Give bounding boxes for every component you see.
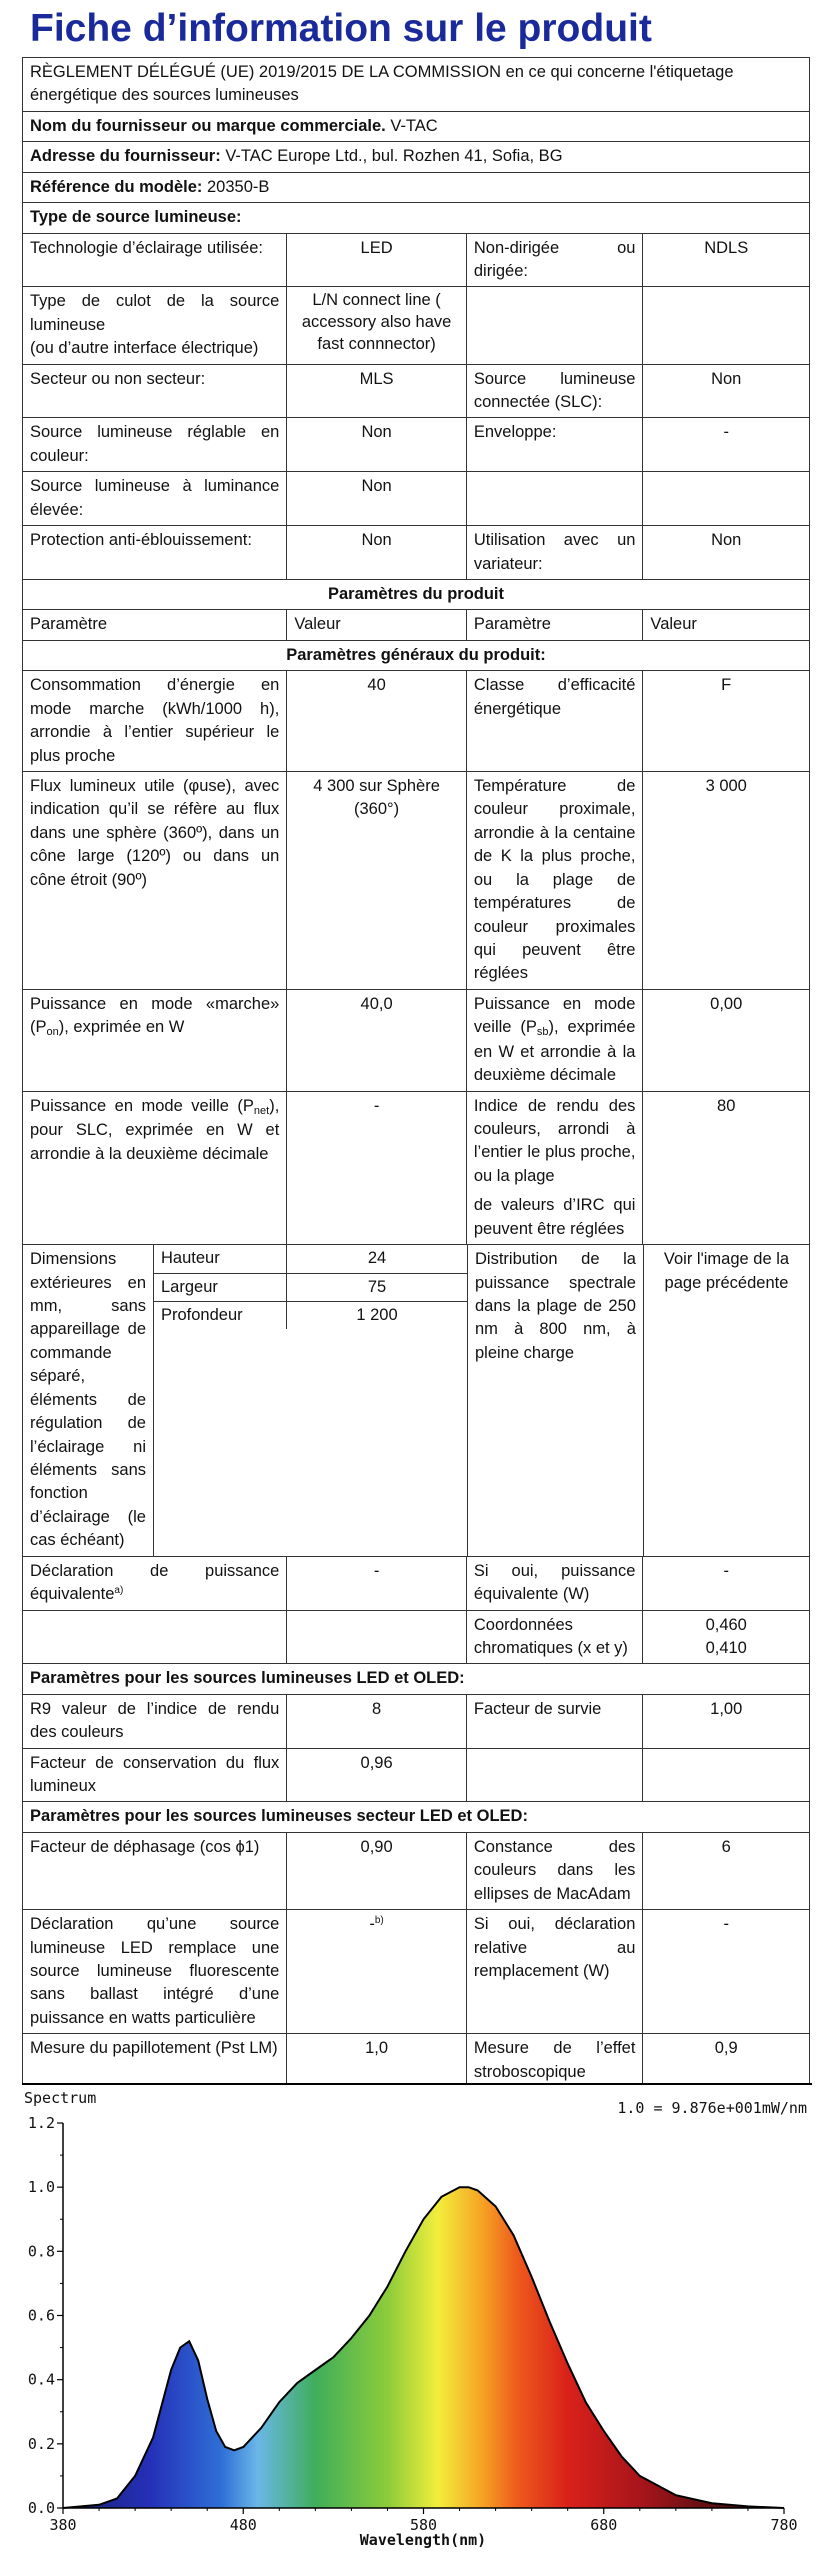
model-reference-value: 20350-B xyxy=(206,177,270,196)
dimension-row xyxy=(154,1274,467,1302)
param-value: L/N connect line ( accessory also have fast connnector) xyxy=(287,287,467,363)
y-tick-label: 0.8 xyxy=(27,2242,55,2261)
param-label: Constance des couleurs dans les ellipses de MacAdam xyxy=(467,1833,644,1909)
dimensions-label: Dimensions extérieures en mm, sans appareillage de commande séparé, éléments de régulation de l’éclairage ni éléments sans fonction d’éclairage (le cas échéant) xyxy=(23,1245,154,1555)
param-value: - xyxy=(287,1557,467,1610)
param-label: Si oui, déclaration relative au remplacement (W) xyxy=(467,1910,644,2033)
table-row xyxy=(23,990,809,1092)
param-value: -$^{b)}$ xyxy=(287,1910,467,2033)
param-value: Non xyxy=(711,369,742,388)
mains-params-heading: Paramètres pour les sources lumineuses secteur LED et OLED: xyxy=(30,1807,528,1826)
dimension-row xyxy=(154,1245,467,1273)
regulation-text: RÈGLEMENT DÉLÉGUÉ (UE) 2019/2015 DE LA COMMISSION en ce qui concerne l'étiquetage énergétique des sources lumineuses xyxy=(30,63,734,105)
param-label: Source lumineuse réglable en couleur: xyxy=(23,418,287,471)
table-row xyxy=(23,287,809,364)
chart-scale-note: 1.0 = 9.876e+001mW/nm xyxy=(617,2099,807,2117)
x-tick-label: 480 xyxy=(229,2516,257,2534)
y-tick-label: 0.4 xyxy=(27,2370,55,2389)
table-row xyxy=(23,772,809,990)
column-header: Paramètre xyxy=(467,610,644,639)
param-value xyxy=(643,1611,809,1664)
param-label: Coordonnées chromatiques (x et y) xyxy=(467,1611,644,1664)
dimension-row xyxy=(154,1302,467,1329)
param-label: Facteur de conservation du flux lumineux xyxy=(23,1749,287,1802)
supplier-address-value: V-TAC Europe Ltd., bul. Rozhen 41, Sofia, BG xyxy=(225,147,563,166)
param-label: Indice de rendu des couleurs, arrondi à l’entier le plus proche, ou la plage de valeurs d’IRC qui peuvent être réglées xyxy=(467,1092,644,1245)
section-heading-row xyxy=(23,580,809,610)
param-value: 8 xyxy=(287,1695,467,1748)
supplier-name-row xyxy=(23,112,809,142)
table-row xyxy=(23,526,809,580)
param-label: Déclaration de puissance équivalente$^{a)}$ xyxy=(23,1557,287,1610)
column-header-row xyxy=(23,610,809,640)
param-label: Secteur ou non secteur: xyxy=(23,365,287,418)
table-row xyxy=(23,1833,809,1910)
dimensions-row xyxy=(23,1245,809,1556)
table-row xyxy=(23,671,809,772)
param-value: 1,0 xyxy=(287,2034,467,2110)
dimension-value: 1 200 xyxy=(356,1306,398,1325)
param-value xyxy=(643,472,809,525)
table-row xyxy=(23,1749,809,1803)
param-value: 0,96 xyxy=(287,1749,467,1802)
table-row xyxy=(23,1910,809,2034)
param-value: 0,90 xyxy=(287,1833,467,1909)
param-value: Non xyxy=(711,531,742,550)
table-row xyxy=(23,472,809,526)
chroma-y-value: 0,410 xyxy=(705,1638,747,1657)
dimension-label: Hauteur xyxy=(154,1245,287,1273)
column-header: Paramètre xyxy=(23,610,287,639)
product-params-heading: Paramètres du produit xyxy=(327,585,505,604)
param-value: Voir l'image de la page précédente xyxy=(663,1250,790,1292)
param-value: LED xyxy=(287,234,467,287)
section-heading-row xyxy=(23,203,809,233)
x-tick-label: 780 xyxy=(770,2516,798,2534)
table-row xyxy=(23,418,809,472)
chroma-x-value: 0,460 xyxy=(705,1615,747,1634)
y-tick-label: 1.2 xyxy=(27,2114,55,2132)
x-tick-label: 380 xyxy=(49,2516,77,2534)
supplier-name-value: V-TAC xyxy=(390,116,438,135)
section-heading-row xyxy=(23,1664,809,1694)
y-tick-label: 0.6 xyxy=(27,2306,55,2325)
param-label: Utilisation avec un variateur: xyxy=(467,526,644,579)
x-axis-label: Wavelength(nm) xyxy=(359,2531,487,2549)
dimension-value: 75 xyxy=(287,1274,467,1302)
param-value: Non xyxy=(287,472,467,525)
model-reference-row xyxy=(23,173,809,203)
info-table xyxy=(22,57,810,2112)
param-label: Consommation d’énergie en mode marche (kWh/1000 h), arrondie à l’entier supérieur le plus proche xyxy=(23,671,287,771)
y-tick-label: 1.0 xyxy=(27,2178,55,2197)
param-value: 3 000 xyxy=(705,776,747,795)
param-value: 1,00 xyxy=(710,1699,743,1718)
param-label: R9 valeur de l’indice de rendu des couleurs xyxy=(23,1695,287,1748)
chart-title: Spectrum xyxy=(24,2089,97,2107)
supplier-address-label: Adresse du fournisseur: xyxy=(30,147,221,166)
param-label: Source lumineuse à luminance élevée: xyxy=(23,472,287,525)
param-label: Facteur de survie xyxy=(467,1695,644,1748)
param-label: Flux lumineux utile (φuse), avec indication qu’il se réfère au flux dans une sphère (360º), dans un cône large (120º) ou dans un cône étroit (90º) xyxy=(23,772,287,989)
table-row xyxy=(23,1557,809,1611)
section-heading-row xyxy=(23,1802,809,1832)
supplier-name-label: Nom du fournisseur ou marque commerciale. xyxy=(30,116,386,135)
table-row xyxy=(23,234,809,288)
param-value: NDLS xyxy=(704,238,749,257)
general-params-heading: Paramètres généraux du produit: xyxy=(286,645,546,664)
param-value: - xyxy=(287,1092,467,1245)
dimension-label: Profondeur xyxy=(154,1302,287,1329)
table-row xyxy=(23,1092,809,1246)
supplier-address-row xyxy=(23,142,809,172)
x-tick-label: 680 xyxy=(590,2516,618,2534)
y-tick-label: 0.0 xyxy=(27,2499,55,2517)
param-label: Température de couleur proximale, arrondie à la centaine de K la plus proche, ou la plage de températures de couleur proximales qui peuvent être réglées xyxy=(467,772,644,989)
spectrum-chart xyxy=(22,2083,812,2553)
param-value: Non xyxy=(287,418,467,471)
param-value: 6 xyxy=(721,1837,731,1856)
param-label xyxy=(467,287,644,363)
param-label: Mesure du papillotement (Pst LM) xyxy=(23,2034,287,2110)
param-label: Puissance en mode veille $(P_{net})$, pour SLC, exprimée en W et arrondie à la deuxième décimale xyxy=(23,1092,287,1245)
param-label: Facteur de déphasage (cos ϕ1) xyxy=(23,1833,287,1909)
param-label: Source lumineuse connectée (SLC): xyxy=(467,365,644,418)
table-row xyxy=(23,365,809,419)
led-params-heading: Paramètres pour les sources lumineuses LED et OLED: xyxy=(30,1669,465,1688)
param-label: Distribution de la puissance spectrale dans la plage de 250 nm à 800 nm, à pleine charge xyxy=(468,1245,644,1555)
param-value: 40,0 xyxy=(287,990,467,1091)
x-tick-label: 580 xyxy=(409,2516,438,2534)
source-type-heading: Type de source lumineuse: xyxy=(30,208,242,227)
param-label: Classe d’efficacité énergétique xyxy=(467,671,644,771)
param-label: Type de culot de la source lumineuse xyxy=(30,292,280,334)
param-value: MLS xyxy=(287,365,467,418)
param-value: - xyxy=(723,1915,729,1934)
param-label xyxy=(467,472,644,525)
param-label: Puissance en mode veille $(P_{sb})$, exprimée en W et arrondie à la deuxième décimale xyxy=(467,990,644,1091)
param-value: - xyxy=(723,423,729,442)
param-value: F xyxy=(721,676,732,695)
param-value: - xyxy=(723,1561,729,1580)
param-value: 0,9 xyxy=(714,2039,738,2058)
param-label: Mesure de l’effet stroboscopique xyxy=(467,2034,644,2110)
param-label-note: (ou d’autre interface électrique) xyxy=(30,339,259,358)
param-label: Enveloppe: xyxy=(467,418,644,471)
param-value: 4 300 sur Sphère (360°) xyxy=(287,772,467,989)
param-label: Déclaration qu’une source lumineuse LED remplace une source lumineuse fluorescente sans ballast intégré d’une puissance en watts particulière xyxy=(23,1910,287,2033)
regulation-row xyxy=(23,58,809,112)
param-label: Protection anti-éblouissement: xyxy=(23,526,287,579)
param-label: Si oui, puissance équivalente (W) xyxy=(467,1557,644,1610)
param-value xyxy=(643,287,809,363)
table-row xyxy=(23,1611,809,1665)
param-value: 40 xyxy=(287,671,467,771)
y-tick-label: 0.2 xyxy=(27,2434,55,2453)
section-heading-row xyxy=(23,641,809,671)
param-value: 80 xyxy=(717,1096,736,1115)
param-value: 0,00 xyxy=(710,994,743,1013)
param-label: Technologie d’éclairage utilisée: xyxy=(23,234,287,287)
table-row xyxy=(23,1695,809,1749)
param-label: Non-dirigée ou dirigée: xyxy=(467,234,644,287)
column-header: Valeur xyxy=(650,615,697,634)
dimension-value: 24 xyxy=(287,1245,467,1273)
column-header: Valeur xyxy=(287,610,467,639)
param-label: Puissance en mode «marche» $(P_{on})$, exprimée en W xyxy=(23,990,287,1091)
param-value: Non xyxy=(287,526,467,579)
model-reference-label: Référence du modèle: xyxy=(30,177,203,196)
dimension-label: Largeur xyxy=(154,1274,287,1302)
page-title: Fiche d’information sur le produit xyxy=(30,7,652,50)
dimensions-values xyxy=(154,1245,467,1555)
